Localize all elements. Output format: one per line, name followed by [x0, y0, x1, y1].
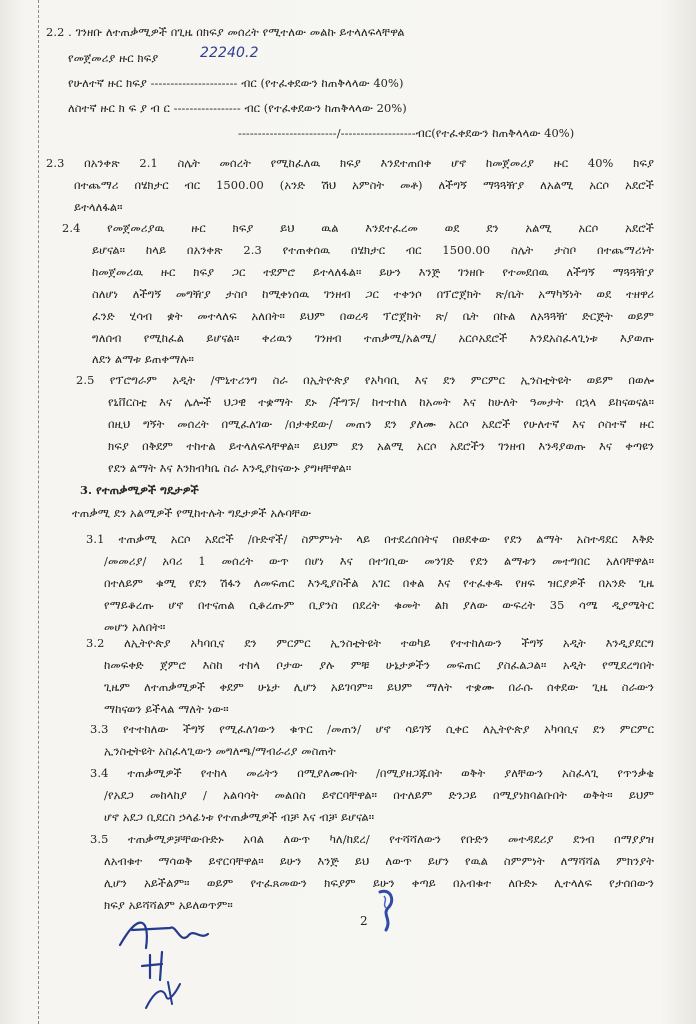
text-line: ፈንድ ሂሳብ ቋት መተላለፍ አለበት። ይህም በወረዳ ፕሮጀክት ጽ/ ቤት በኩል ለአጓጓዥ ድርጅት ወይም — [92, 309, 654, 323]
text-line: 3.4 ተጠቃሚዎች የተከላ መሬትን በሚያለሙበት /በሚያዘጋጁበት ወቅት ያለቸውን አስፈላጊ የጥንቃቄ — [90, 766, 654, 780]
text-line: ይተላለፋል። — [74, 200, 123, 214]
text-line: ተጠቃሚ ደን አልሚዎች የሚከተሉት ግዴታዎች አሉባቸው — [72, 506, 312, 520]
text-line: ስለሆነ ለችግኝ መግዥያ ታስቦ ከሚቀነሰዉ ገንዘብ ጋር ተቀንሶ በፕሮጀክት ጽ/ቤት አማካኝነት ወደ ተዘዋሪ — [92, 287, 654, 301]
text-line: ጊዜም ለተጠቃሚዎች ቀደም ሁኔታ ሊሆን አይገባም። ይህም ማለት ተቋሙ በራሱ ሰቀደው ጊዜ ስራውን — [104, 680, 654, 694]
text-line: 3.5 ተጠቃሚዎቻቸውቡድኑ አባል ለውጥ ካለ/ከደረ/ የተሻሻለውን የቡድን መተዳደሪያ ደንብ በማያያዝ — [90, 832, 654, 846]
text-line: ክፍያ በቅደም ተከተል ይተላለፍላቸዋል። ይህም ደን አልሚ አርሶ አደሮችን ገንዘብ እንዳያወጡ እና ቀጣዩን — [108, 439, 654, 453]
text-line: /መመሪያ/ አባሪ 1 መሰረት ውጥ በሆነ እና በተገቢው መንገድ የደን ልማቱን መተግበር አለባቸዋል። — [104, 554, 654, 568]
text-line: የደን ልማት እና እንክብካቤ ስራ እንዲያከናውኑ ያግዛቸዋል። — [108, 461, 352, 475]
text-line: የሁለተኛ ዙር ክፍያ ---------------------- ብር (የተፈቀደውን ከጠቅላላው 40%) — [68, 76, 404, 90]
text-line: የማይቆረጡ ሆኖ በተናጠል ሲቆረጡም ቢያንስ በደረት ቁመት ልክ ያለው ውፍረት 35 ሳሜ ዲያሜትር — [104, 598, 654, 612]
text-line: 3.3 የተተከለው ችግኝ የሚፈለገውን ቁጥር /መጠን/ ሆኖ ሳይገኝ ሲቀር ለኢትዮጵያ አካባቢና ደን ምርምር — [90, 722, 654, 736]
text-line: ይሆናል። ከላይ በአንቀጽ 2.3 የተጠቀሰዉ በሄክታር ብር 1500.00 ስሌት ታስቦ በተጨማሪነት — [92, 243, 654, 257]
text-line: በዚህ ግኝት መሰረት በሚፈለገው /በታቀደው/ መጠን ደን ያለሙ አርሶ አደሮች የሁለተኛ እና ሶስተኛ ዙር — [108, 417, 654, 431]
text-line: የኒቨርስቲ እና ሌሎች ህጋዊ ተቋማት ደኑ /ችግኙ/ ከተተከለ ከአመት እና ከሁለት ዓመታት በኋላ ይከናወናል። — [108, 395, 654, 409]
text-line: ለአብቁተ ማሳወቅ ይኖርባቸዋል። ይሁን እንጅ ይህ ለውጥ ይሆን የዉል ስምምነት ለማሻሻል ምክንያት — [104, 854, 654, 868]
text-line: 3.2 ለኢትዮጵያ አካባቢና ደን ምርምር ኢንስቲትዩት ተወካይ የተተከለውን ችግኝ አዲት እንዲያደርግ — [86, 636, 654, 650]
text-line: ክፍያ አይሻሻልም አይለወጥም። — [104, 898, 233, 912]
text-line: 2.5 የፕሮግራም አዲት /ሞኒተሪንግ ስራ በኢትዮጵያ የአካባቢ እና ደን ምርምር ኢንስቲትዩት ወይም በወሎ — [76, 373, 654, 387]
text-line: 3.1 ተጠቃሚ አርሶ አደሮች /ቡድኖች/ ስምምነት ላይ በተደረሰበትና በፀደቀው የደን ልማት አስተዳደር እቅድ — [86, 532, 654, 546]
text-line: 2.2 . ገንዘቡ ለተጠቃሚዎች በጊዜ በክፍያ መሰረት የሚተለው መልኩ ይተላለፍላቸዋል — [46, 25, 405, 39]
text-line: ለስተኛ ዙር ክ ፍ ያ ብ ር ----------------- ብር (የተፈቀደውን ከጠቅላላው 20%) — [68, 101, 407, 115]
text-line: በተለይም ቁሚ የደን ሽፋን ለመፍጠር እንዲያስችል አገር በቀል እና የተፈቀዱ የዘፍ ዝርያዎች በአንድ ጊዜ — [104, 576, 654, 590]
text-line: 2.3 በአንቀጽ 2.1 ስሌት መሰረት የሚከፈለዉ ክፍያ እንደተጠበቀ ሆኖ ከመጀመሪያ ዙር 40% ክፍያ — [46, 156, 654, 170]
signature-icon — [110, 900, 230, 1015]
page-number: 2 — [360, 914, 368, 928]
text-line: 2.4 የመጀመሪያዉ ዙር ክፍያ ይህ ዉል እንደተፈረመ ወደ ደን አልሚ አርሶ አደሮች — [62, 221, 654, 235]
text-line: ግለሰብ የሚከፈል ይሆናል። ቀሪዉን ገንዘብ ተጠቃሚ/አልሚ/ አርሶአደሮች እንደአስፈላጊነቱ እያወጡ — [92, 331, 654, 345]
margin-rule — [38, 0, 40, 1024]
text-line: /የአደጋ መከላከያ / አልባሳት መልበስ ይኖርባቸዋል። በተለይም ድንጋይ በሚያነክባልቡበት ወቅት። ይህም — [104, 788, 654, 802]
text-line: ኢንስቲትዩት አስፈላጊውን መግለጫ/ማብራሪያ መስጠት — [104, 744, 336, 758]
text-line: ለደን ልማቱ ይጠቀማሉ። — [92, 352, 194, 366]
handwritten-amount: 22240.2 — [200, 45, 259, 61]
text-line: -------------------------/-------------------ብር(የተፈቀደውን ከጠቅላላው 40%) — [238, 126, 575, 140]
text-line: ማከናወን ይችላል ማለት ነው። — [104, 702, 229, 716]
text-line: ሊሆን አይችልም። ወይም የተፈጸመውን ክፍያም ይሁን ቀጣይ በአብቁተ ለቡድኑ ሊተላለፍ የታሰበውን — [104, 876, 654, 890]
text-line: የመጀመሪያ ዙር ክፍያ — [68, 51, 159, 65]
ink-mark-icon — [372, 886, 400, 934]
text-line: በተጨማሪ በሄክታር ብር 1500.00 (አንድ ሽህ አምስት መቶ) ለችግኝ ማጓጓዥያ ለአልሚ አርሶ አደሮች — [74, 178, 654, 192]
text-line: ከመጀመሪዉ ዙር ክፍያ ጋር ተደምሮ ይተላለፋል። ይሁን እንጅ ገንዘቡ የተመደበዉ ለችግኝ ማጓጓዥያ — [92, 265, 654, 279]
text-line: ከመፍቀድ ጀምሮ እስከ ተከላ ቦታው ያሉ ምቹ ሁኔታዎችን መፍጠር ያስፈልጋል። አዲት የሚደረግበት — [104, 658, 654, 672]
text-line: ሆኖ አደጋ ቢደርስ ኃላፊነቱ የተጠቃሚዎች ብቻ እና ብቻ ይሆናል። — [104, 810, 375, 824]
text-line: መሆን አለበት። — [104, 620, 166, 634]
section-heading: 3. የተጠቃሚዎች ግዴታዎች — [80, 483, 199, 497]
